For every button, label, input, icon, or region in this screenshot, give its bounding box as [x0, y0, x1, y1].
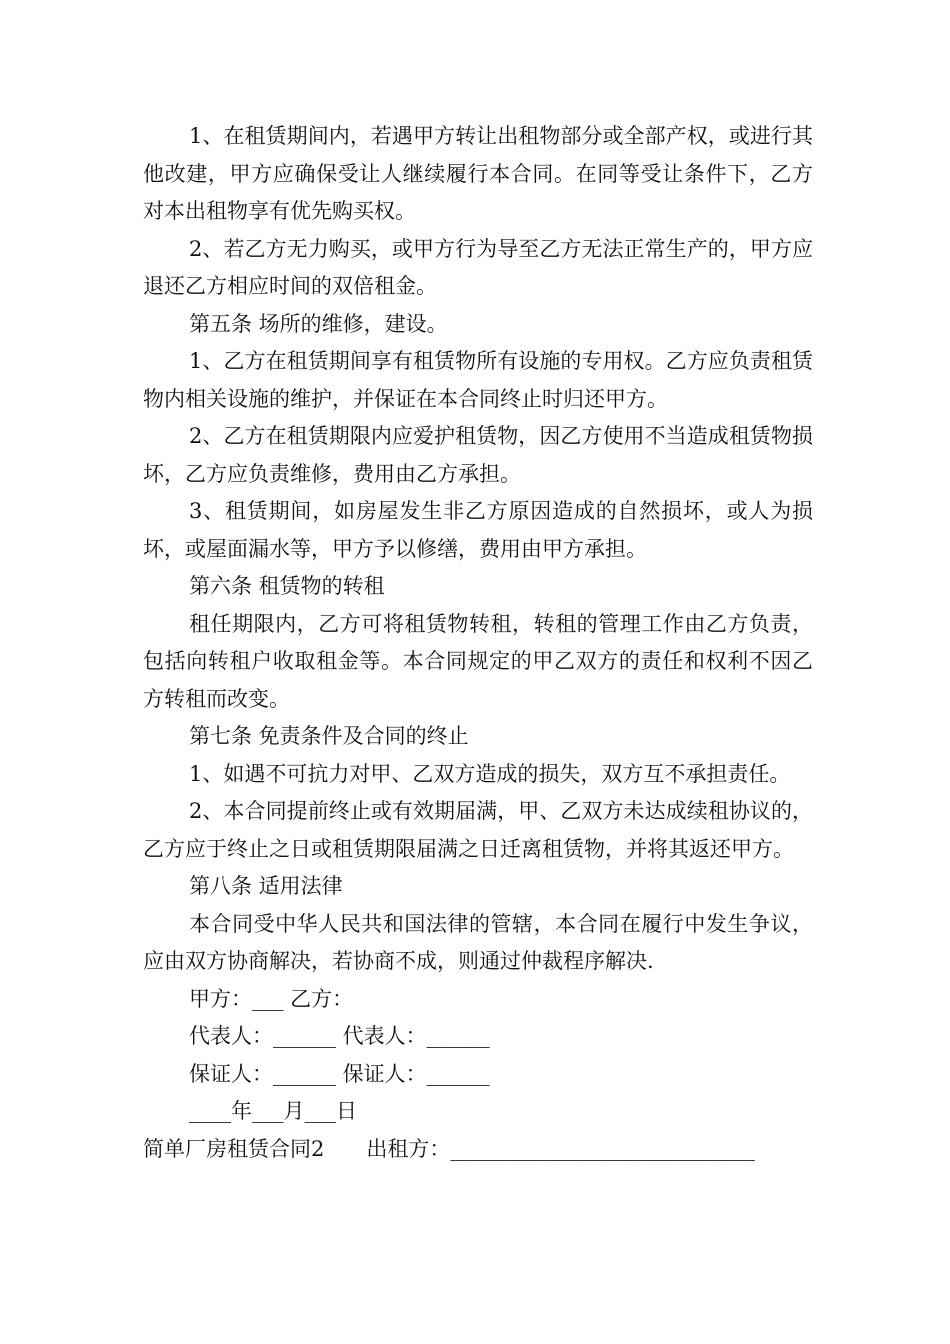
- signature-block: [143, 981, 813, 1131]
- article-heading: 第五条 场所的维修，建设。: [189, 311, 448, 336]
- article-heading: 第七条 免责条件及合同的终止: [189, 724, 469, 748]
- contract-clause: 2、若乙方无力购买，或甲方行为导至乙方无法正常生产的，甲方应退还乙方相应时间的双倍租金。: [143, 236, 813, 298]
- article-heading: 第六条 租赁物的转租: [189, 574, 385, 598]
- contract-clause: 1、乙方在租赁期间享有租赁物所有设施的专用权。乙方应负责租赁物内相关设施的维护，并保证在本合同终止时归还甲方。: [143, 349, 813, 411]
- contract-clause: 1、在租赁期间内，若遇甲方转让出租物部分或全部产权，或进行其他改建，甲方应确保受让人继续履行本合同。在同等受让条件下，乙方对本出租物享有优先购买权。: [143, 124, 813, 223]
- article-heading: 第八条 适用法律: [189, 874, 343, 898]
- signature-line: ____年___月___日: [189, 1099, 357, 1123]
- contract-paragraphs: [143, 118, 813, 981]
- contract-clause: 本合同受中华人民共和国法律的管辖，本合同在履行中发生争议，应由双方协商解决，若协商不成，则通过仲裁程序解决.: [143, 911, 813, 973]
- contract-clause: 2、乙方在租赁期限内应爱护租赁物，因乙方使用不当造成租赁物损坏，乙方应负责维修，费用由乙方承担。: [143, 424, 813, 486]
- contract-clause: 1、如遇不可抗力对甲、乙双方造成的损失，双方互不承担责任。: [189, 761, 791, 786]
- contract-clause: 租任期限内，乙方可将租赁物转租，转租的管理工作由乙方负责，包括向转租户收取租金等。本合同规定的甲乙双方的责任和权利不因乙方转租而改变。: [143, 611, 813, 711]
- document-body: [143, 118, 813, 1168]
- contract-clause: 2、本合同提前终止或有效期届满，甲、乙双方未达成续租协议的，乙方应于终止之日或租赁期限届满之日迁离租赁物，并将其返还甲方。: [143, 799, 813, 861]
- next-contract-heading: 简单厂房租赁合同2 出租方：_____________________________: [143, 1136, 755, 1161]
- signature-line: 甲方：___ 乙方：: [189, 986, 354, 1011]
- signature-line: 保证人：______ 保证人：______: [189, 1061, 490, 1086]
- signature-line: 代表人：______ 代表人：______: [189, 1024, 490, 1048]
- contract-clause: 3、租赁期间，如房屋发生非乙方原因造成的自然损坏，或人为损坏，或屋面漏水等，甲方予以修缮，费用由甲方承担。: [143, 499, 813, 561]
